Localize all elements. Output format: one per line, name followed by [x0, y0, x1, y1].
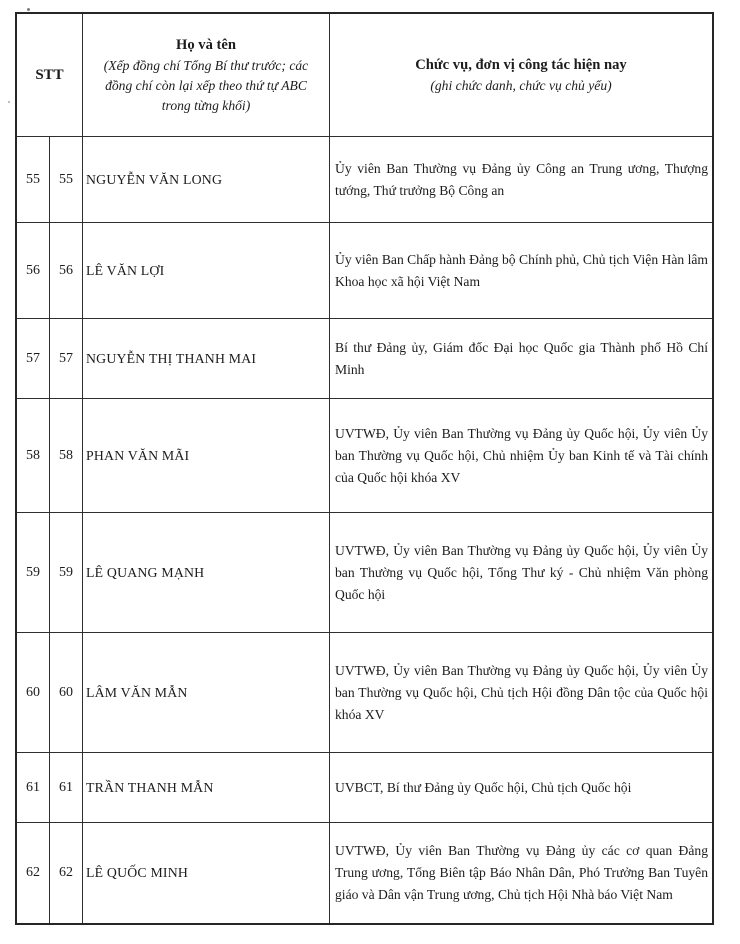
header-cell-position — [330, 14, 712, 136]
stt-cell: 62 — [17, 823, 50, 923]
position-cell — [330, 223, 712, 318]
name-cell: LÊ QUỐC MINH — [83, 823, 330, 923]
header-position-title: Chức vụ, đơn vị công tác hiện nay — [415, 56, 627, 73]
position-cell — [330, 137, 712, 222]
stt-cell-2: 57 — [50, 319, 83, 398]
position-text: UVTWĐ, Ủy viên Ban Thường vụ Đảng ủy Quốc hội, Ủy viên Ủy ban Thường vụ Quốc hội, Chủ nhiệm Ủy ban Kinh tế và Tài chính của Quốc hội khóa XV — [335, 425, 708, 485]
header-position-note: (ghi chức danh, chức vụ chủ yếu) — [430, 77, 612, 93]
stt-cell: 61 — [17, 753, 50, 822]
stt-cell: 59 — [17, 513, 50, 632]
table-row — [17, 632, 712, 752]
stt-cell-2: 59 — [50, 513, 83, 632]
position-text: Ủy viên Ban Thường vụ Đảng ủy Công an Trung ương, Thượng tướng, Thứ trưởng Bộ Công an — [335, 160, 708, 198]
name-cell: NGUYỄN VĂN LONG — [83, 137, 330, 222]
position-cell — [330, 823, 712, 923]
position-text: UVTWĐ, Ủy viên Ban Thường vụ Đảng ủy các cơ quan Đảng Trung ương, Tổng Biên tập Báo Nhân Dân, Phó Trưởng Ban Tuyên giáo và Dân vận Trung ương, Chủ tịch Hội Nhà báo Việt Nam — [335, 843, 708, 902]
stt-cell: 58 — [17, 399, 50, 512]
scan-speck — [8, 101, 10, 103]
position-cell — [330, 319, 712, 398]
table-row — [17, 222, 712, 318]
position-cell — [330, 399, 712, 512]
stt-cell-2: 58 — [50, 399, 83, 512]
header-cell-stt — [17, 14, 83, 136]
position-text: UVTWĐ, Ủy viên Ban Thường vụ Đảng ủy Quốc hội, Ủy viên Ủy ban Thường vụ Quốc hội, Chủ tịch Hội đồng Dân tộc của Quốc hội khóa XV — [335, 662, 708, 722]
name-cell: LÊ VĂN LỢI — [83, 223, 330, 318]
header-name-note: (Xếp đồng chí Tổng Bí thư trước; các đồng chí còn lại xếp theo thứ tự ABC trong từng khối) — [103, 57, 309, 113]
stt-cell: 57 — [17, 319, 50, 398]
stt-cell-2: 61 — [50, 753, 83, 822]
position-cell — [330, 633, 712, 752]
table-row — [17, 398, 712, 512]
table-row — [17, 752, 712, 822]
stt-cell-2: 55 — [50, 137, 83, 222]
position-text: UVBCT, Bí thư Đảng ủy Quốc hội, Chủ tịch Quốc hội — [335, 779, 632, 795]
position-text: Ủy viên Ban Chấp hành Đảng bộ Chính phủ, Chủ tịch Viện Hàn lâm Khoa học xã hội Việt Nam — [335, 251, 708, 289]
table-row — [17, 136, 712, 222]
name-cell: PHAN VĂN MÃI — [83, 399, 330, 512]
table-header-row — [17, 14, 712, 136]
stt-cell-2: 56 — [50, 223, 83, 318]
table-row — [17, 512, 712, 632]
table-row — [17, 822, 712, 923]
table-row — [17, 318, 712, 398]
position-text: UVTWĐ, Ủy viên Ban Thường vụ Đảng ủy Quốc hội, Ủy viên Ủy ban Thường vụ Quốc hội, Tổng Thư ký - Chủ nhiệm Văn phòng Quốc hội — [335, 542, 708, 602]
stt-cell-2: 62 — [50, 823, 83, 923]
header-stt-label: STT — [35, 66, 64, 83]
position-cell — [330, 513, 712, 632]
name-cell: NGUYỄN THỊ THANH MAI — [83, 319, 330, 398]
scan-speck — [27, 8, 30, 11]
personnel-table — [15, 12, 714, 925]
stt-cell: 60 — [17, 633, 50, 752]
name-cell: LÊ QUANG MẠNH — [83, 513, 330, 632]
stt-cell: 55 — [17, 137, 50, 222]
name-cell: LÂM VĂN MẪN — [83, 633, 330, 752]
position-cell — [330, 753, 712, 822]
header-cell-name — [83, 14, 330, 136]
name-cell: TRẦN THANH MẪN — [83, 753, 330, 822]
stt-cell: 56 — [17, 223, 50, 318]
stt-cell-2: 60 — [50, 633, 83, 752]
position-text: Bí thư Đảng ủy, Giám đốc Đại học Quốc gia Thành phố Hồ Chí Minh — [335, 339, 708, 377]
header-name-title: Họ và tên — [176, 36, 236, 53]
